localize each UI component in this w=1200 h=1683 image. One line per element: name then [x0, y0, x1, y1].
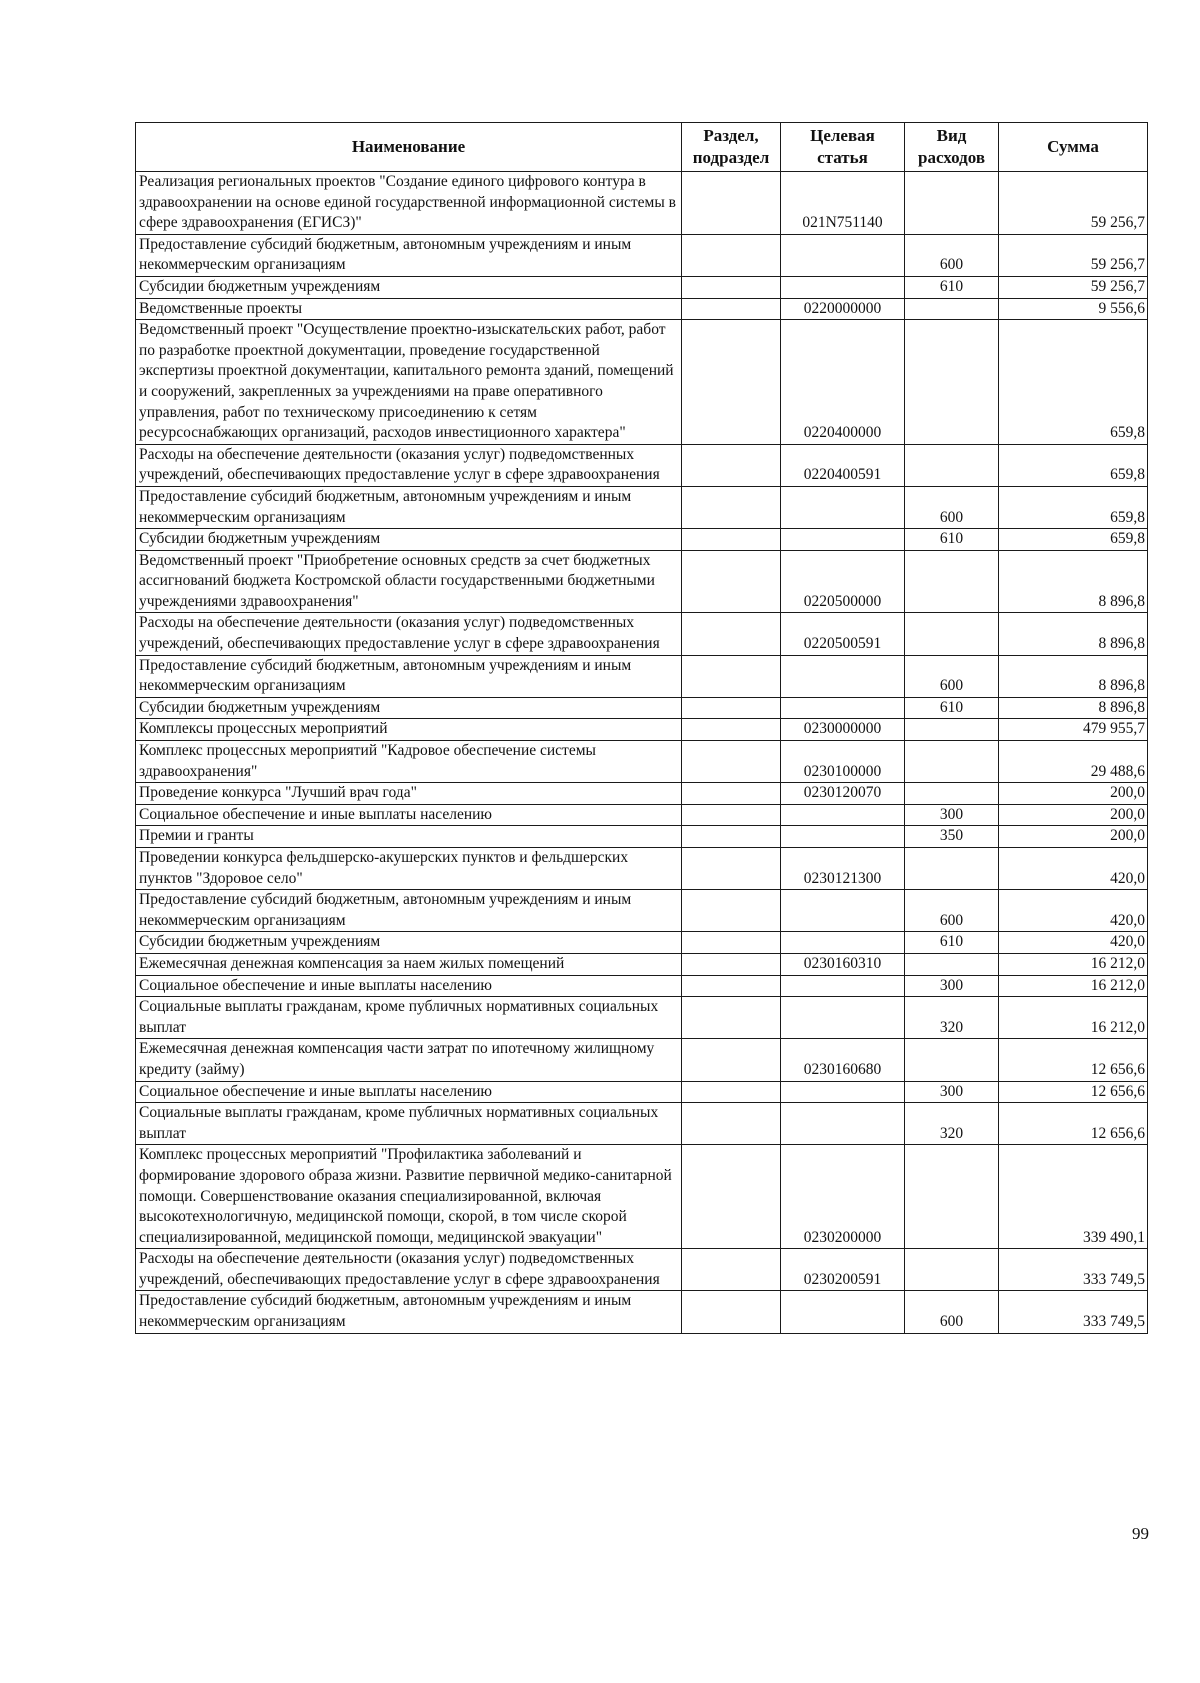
- row-section-cell: [682, 953, 781, 975]
- table-row: [136, 719, 1148, 741]
- row-section-cell: [682, 783, 781, 805]
- table-row: [136, 234, 1148, 276]
- row-section-cell: [682, 320, 781, 445]
- row-section-cell: [682, 1291, 781, 1333]
- table-row: [136, 655, 1148, 697]
- row-name-cell: Ведомственные проекты: [136, 298, 682, 320]
- row-sum-cell: 16 212,0: [999, 975, 1148, 997]
- row-article-cell: [781, 1291, 905, 1333]
- table-row: [136, 1039, 1148, 1081]
- table-row: [136, 932, 1148, 954]
- row-article-cell: 0230200000: [781, 1145, 905, 1249]
- row-sum-cell: 420,0: [999, 848, 1148, 890]
- row-section-cell: [682, 655, 781, 697]
- header-name: Наименование: [136, 123, 682, 172]
- row-article-cell: 0220400591: [781, 444, 905, 486]
- row-section-cell: [682, 997, 781, 1039]
- table-row: [136, 172, 1148, 235]
- row-name-cell: Проведение конкурса "Лучший врач года": [136, 783, 682, 805]
- row-article-cell: 021N751140: [781, 172, 905, 235]
- row-sum-cell: 200,0: [999, 826, 1148, 848]
- row-article-cell: [781, 1103, 905, 1145]
- row-type-cell: [905, 1039, 999, 1081]
- row-article-cell: 0230160310: [781, 953, 905, 975]
- table-row: [136, 1249, 1148, 1291]
- row-name-cell: Комплекс процессных мероприятий "Профилактика заболеваний и формирование здорового образа жизни. Развитие первичной медико-санитарной помощи. Совершенствование оказания специализированной, включая высокотехнологичную, медицинской помощи, скорой, в том числе скорой специализированной, медицинской помощи, медицинской эвакуации": [136, 1145, 682, 1249]
- row-section-cell: [682, 975, 781, 997]
- row-sum-cell: 333 749,5: [999, 1291, 1148, 1333]
- table-row: [136, 826, 1148, 848]
- row-type-cell: 600: [905, 655, 999, 697]
- table-body: [136, 172, 1148, 1334]
- table-row: [136, 953, 1148, 975]
- row-article-cell: [781, 804, 905, 826]
- row-type-cell: 600: [905, 234, 999, 276]
- row-section-cell: [682, 932, 781, 954]
- row-section-cell: [682, 529, 781, 551]
- row-type-cell: 300: [905, 804, 999, 826]
- row-sum-cell: 420,0: [999, 890, 1148, 932]
- row-type-cell: [905, 298, 999, 320]
- row-name-cell: Субсидии бюджетным учреждениям: [136, 276, 682, 298]
- row-type-cell: 600: [905, 890, 999, 932]
- row-section-cell: [682, 486, 781, 528]
- row-name-cell: Расходы на обеспечение деятельности (оказания услуг) подведомственных учреждений, обеспечивающих предоставление услуг в сфере здравоохранения: [136, 613, 682, 655]
- row-type-cell: 300: [905, 1081, 999, 1103]
- table-row: [136, 444, 1148, 486]
- row-name-cell: Субсидии бюджетным учреждениям: [136, 697, 682, 719]
- row-type-cell: 610: [905, 529, 999, 551]
- row-article-cell: 0230120070: [781, 783, 905, 805]
- row-section-cell: [682, 172, 781, 235]
- row-sum-cell: 479 955,7: [999, 719, 1148, 741]
- row-section-cell: [682, 1103, 781, 1145]
- row-sum-cell: 8 896,8: [999, 613, 1148, 655]
- row-name-cell: Социальное обеспечение и иные выплаты населению: [136, 975, 682, 997]
- header-article: Целевая статья: [781, 123, 905, 172]
- row-article-cell: [781, 655, 905, 697]
- table-row: [136, 1291, 1148, 1333]
- row-type-cell: 610: [905, 697, 999, 719]
- row-type-cell: [905, 953, 999, 975]
- row-type-cell: 610: [905, 932, 999, 954]
- row-section-cell: [682, 298, 781, 320]
- row-article-cell: [781, 1081, 905, 1103]
- row-sum-cell: 12 656,6: [999, 1039, 1148, 1081]
- row-sum-cell: 16 212,0: [999, 953, 1148, 975]
- row-section-cell: [682, 697, 781, 719]
- header-type: Вид расходов: [905, 123, 999, 172]
- table-row: [136, 529, 1148, 551]
- row-type-cell: 610: [905, 276, 999, 298]
- table-row: [136, 1145, 1148, 1249]
- row-sum-cell: 9 556,6: [999, 298, 1148, 320]
- row-article-cell: [781, 826, 905, 848]
- row-article-cell: [781, 234, 905, 276]
- row-section-cell: [682, 276, 781, 298]
- row-section-cell: [682, 741, 781, 783]
- row-name-cell: Социальные выплаты гражданам, кроме публичных нормативных социальных выплат: [136, 1103, 682, 1145]
- row-type-cell: [905, 613, 999, 655]
- row-name-cell: Расходы на обеспечение деятельности (оказания услуг) подведомственных учреждений, обеспечивающих предоставление услуг в сфере здравоохранения: [136, 1249, 682, 1291]
- row-name-cell: Социальное обеспечение и иные выплаты населению: [136, 804, 682, 826]
- row-name-cell: Комплексы процессных мероприятий: [136, 719, 682, 741]
- row-article-cell: 0220500591: [781, 613, 905, 655]
- row-article-cell: 0220500000: [781, 550, 905, 613]
- table-row: [136, 550, 1148, 613]
- row-type-cell: [905, 1145, 999, 1249]
- row-name-cell: Субсидии бюджетным учреждениям: [136, 932, 682, 954]
- row-name-cell: Реализация региональных проектов "Создание единого цифрового контура в здравоохранении на основе единой государственной информационной системы в сфере здравоохранения (ЕГИСЗ)": [136, 172, 682, 235]
- row-name-cell: Предоставление субсидий бюджетным, автономным учреждениям и иным некоммерческим организациям: [136, 890, 682, 932]
- row-section-cell: [682, 719, 781, 741]
- row-type-cell: [905, 719, 999, 741]
- row-name-cell: Предоставление субсидий бюджетным, автономным учреждениям и иным некоммерческим организациям: [136, 655, 682, 697]
- table-row: [136, 783, 1148, 805]
- row-section-cell: [682, 444, 781, 486]
- table-row: [136, 320, 1148, 445]
- row-name-cell: Проведении конкурса фельдшерско-акушерских пунктов и фельдшерских пунктов "Здоровое село": [136, 848, 682, 890]
- row-article-cell: 0230100000: [781, 741, 905, 783]
- row-type-cell: 600: [905, 486, 999, 528]
- row-name-cell: Предоставление субсидий бюджетным, автономным учреждениям и иным некоммерческим организациям: [136, 486, 682, 528]
- row-section-cell: [682, 550, 781, 613]
- table-row: [136, 890, 1148, 932]
- row-name-cell: Расходы на обеспечение деятельности (оказания услуг) подведомственных учреждений, обеспечивающих предоставление услуг в сфере здравоохранения: [136, 444, 682, 486]
- row-sum-cell: 200,0: [999, 804, 1148, 826]
- row-sum-cell: 59 256,7: [999, 276, 1148, 298]
- budget-document: [135, 122, 1147, 1334]
- row-name-cell: Комплекс процессных мероприятий "Кадровое обеспечение системы здравоохранения": [136, 741, 682, 783]
- row-sum-cell: 59 256,7: [999, 172, 1148, 235]
- row-section-cell: [682, 1039, 781, 1081]
- row-type-cell: 350: [905, 826, 999, 848]
- row-type-cell: 320: [905, 997, 999, 1039]
- row-section-cell: [682, 890, 781, 932]
- row-name-cell: Социальное обеспечение и иные выплаты населению: [136, 1081, 682, 1103]
- row-sum-cell: 339 490,1: [999, 1145, 1148, 1249]
- row-name-cell: Ежемесячная денежная компенсация части затрат по ипотечному жилищному кредиту (займу): [136, 1039, 682, 1081]
- row-section-cell: [682, 234, 781, 276]
- table-header-row: [136, 123, 1148, 172]
- row-type-cell: [905, 741, 999, 783]
- row-name-cell: Ведомственный проект "Осуществление проектно-изыскательских работ, работ по разработке проектной документации, проведение государственной экспертизы проектной документации, капитального ремонта зданий, помещений и сооружений, закрепленных за учреждениями на праве оперативного управления, работ по техническому присоединению к сетям ресурсоснабжающих организаций, расходов инвестиционного характера": [136, 320, 682, 445]
- row-type-cell: [905, 320, 999, 445]
- row-sum-cell: 659,8: [999, 486, 1148, 528]
- table-row: [136, 848, 1148, 890]
- row-article-cell: 0220000000: [781, 298, 905, 320]
- row-section-cell: [682, 1145, 781, 1249]
- row-sum-cell: 659,8: [999, 320, 1148, 445]
- row-article-cell: [781, 486, 905, 528]
- row-name-cell: Социальные выплаты гражданам, кроме публичных нормативных социальных выплат: [136, 997, 682, 1039]
- row-section-cell: [682, 848, 781, 890]
- row-article-cell: [781, 529, 905, 551]
- row-type-cell: [905, 1249, 999, 1291]
- row-sum-cell: 333 749,5: [999, 1249, 1148, 1291]
- row-article-cell: 0230121300: [781, 848, 905, 890]
- row-article-cell: [781, 932, 905, 954]
- row-section-cell: [682, 1249, 781, 1291]
- row-sum-cell: 8 896,8: [999, 697, 1148, 719]
- table-row: [136, 276, 1148, 298]
- row-type-cell: [905, 848, 999, 890]
- header-section: Раздел, подраздел: [682, 123, 781, 172]
- row-sum-cell: 8 896,8: [999, 655, 1148, 697]
- row-article-cell: [781, 975, 905, 997]
- row-article-cell: [781, 276, 905, 298]
- table-row: [136, 741, 1148, 783]
- row-article-cell: 0220400000: [781, 320, 905, 445]
- row-type-cell: [905, 783, 999, 805]
- row-type-cell: [905, 444, 999, 486]
- row-section-cell: [682, 826, 781, 848]
- row-sum-cell: 12 656,6: [999, 1103, 1148, 1145]
- table-row: [136, 697, 1148, 719]
- row-name-cell: Субсидии бюджетным учреждениям: [136, 529, 682, 551]
- table-row: [136, 1103, 1148, 1145]
- page-number: 99: [1132, 1524, 1149, 1543]
- row-sum-cell: 29 488,6: [999, 741, 1148, 783]
- row-sum-cell: 59 256,7: [999, 234, 1148, 276]
- row-article-cell: [781, 997, 905, 1039]
- table-row: [136, 298, 1148, 320]
- budget-table: [135, 122, 1148, 1334]
- row-name-cell: Предоставление субсидий бюджетным, автономным учреждениям и иным некоммерческим организациям: [136, 234, 682, 276]
- row-type-cell: [905, 172, 999, 235]
- table-row: [136, 975, 1148, 997]
- row-name-cell: Премии и гранты: [136, 826, 682, 848]
- row-article-cell: 0230000000: [781, 719, 905, 741]
- row-sum-cell: 659,8: [999, 529, 1148, 551]
- table-row: [136, 613, 1148, 655]
- row-sum-cell: 8 896,8: [999, 550, 1148, 613]
- row-section-cell: [682, 1081, 781, 1103]
- table-row: [136, 804, 1148, 826]
- header-sum: Сумма: [999, 123, 1148, 172]
- row-sum-cell: 200,0: [999, 783, 1148, 805]
- row-article-cell: 0230160680: [781, 1039, 905, 1081]
- row-type-cell: 300: [905, 975, 999, 997]
- row-type-cell: [905, 550, 999, 613]
- row-type-cell: 600: [905, 1291, 999, 1333]
- row-sum-cell: 12 656,6: [999, 1081, 1148, 1103]
- row-article-cell: [781, 890, 905, 932]
- row-section-cell: [682, 613, 781, 655]
- row-name-cell: Ведомственный проект "Приобретение основных средств за счет бюджетных ассигнований бюджета Костромской области государственными бюджетными учреждениями здравоохранения": [136, 550, 682, 613]
- row-article-cell: [781, 697, 905, 719]
- row-article-cell: 0230200591: [781, 1249, 905, 1291]
- row-name-cell: Ежемесячная денежная компенсация за наем жилых помещений: [136, 953, 682, 975]
- table-row: [136, 1081, 1148, 1103]
- table-row: [136, 997, 1148, 1039]
- row-sum-cell: 659,8: [999, 444, 1148, 486]
- row-type-cell: 320: [905, 1103, 999, 1145]
- row-section-cell: [682, 804, 781, 826]
- row-name-cell: Предоставление субсидий бюджетным, автономным учреждениям и иным некоммерческим организациям: [136, 1291, 682, 1333]
- table-row: [136, 486, 1148, 528]
- row-sum-cell: 420,0: [999, 932, 1148, 954]
- row-sum-cell: 16 212,0: [999, 997, 1148, 1039]
